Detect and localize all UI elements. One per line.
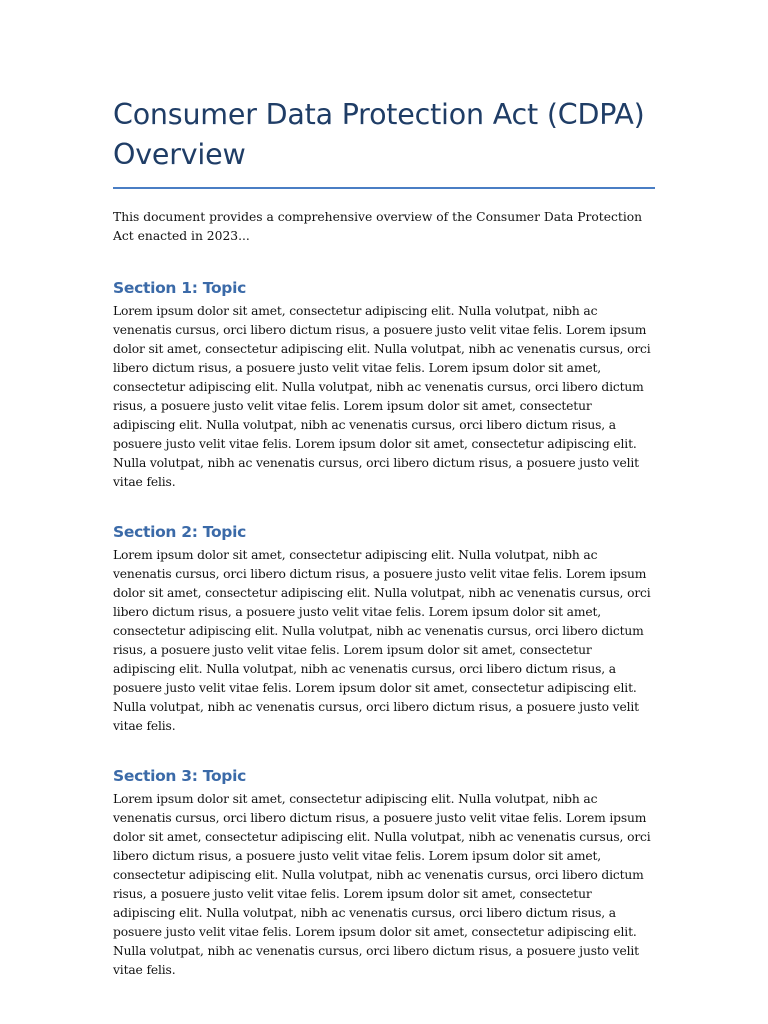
section-body: Lorem ipsum dolor sit amet, consectetur adipiscing elit. Nulla volutpat, nibh ac venenatis cursus, orci libero dictum risus, a posuere justo velit vitae felis. Lorem ipsum dolor sit amet, consectetur adipiscing elit. Nulla volutpat, nibh ac venenatis cursus, orci libero dictum risus, a posuere justo velit vitae felis. Lorem ipsum dolor sit amet, consectetur adipiscing elit. Nulla volutpat, nibh ac venenatis cursus, orci libero dictum risus, a posuere justo velit vitae felis. Lorem ipsum dolor sit amet, consectetur adipiscing elit. Nulla volutpat, nibh ac venenatis cursus, orci libero dictum risus, a posuere justo velit vitae felis. Lorem ipsum dolor sit amet, consectetur adipiscing elit. Nulla volutpat, nibh ac venenatis cursus, orci libero dictum risus, a posuere justo velit vitae felis. bbox=[113, 304, 651, 489]
section-body: Lorem ipsum dolor sit amet, consectetur adipiscing elit. Nulla volutpat, nibh ac venenatis cursus, orci libero dictum risus, a posuere justo velit vitae felis. Lorem ipsum dolor sit amet, consectetur adipiscing elit. Nulla volutpat, nibh ac venenatis cursus, orci libero dictum risus, a posuere justo velit vitae felis. Lorem ipsum dolor sit amet, consectetur adipiscing elit. Nulla volutpat, nibh ac venenatis cursus, orci libero dictum risus, a posuere justo velit vitae felis. Lorem ipsum dolor sit amet, consectetur adipiscing elit. Nulla volutpat, nibh ac venenatis cursus, orci libero dictum risus, a posuere justo velit vitae felis. Lorem ipsum dolor sit amet, consectetur adipiscing elit. Nulla volutpat, nibh ac venenatis cursus, orci libero dictum risus, a posuere justo velit vitae felis. bbox=[113, 792, 651, 977]
section-heading: Section 3: Topic bbox=[113, 767, 247, 785]
intro-paragraph: This document provides a comprehensive overview of the Consumer Data Protection Act enacted in 2023... bbox=[113, 210, 643, 243]
section-2 bbox=[113, 522, 655, 736]
document-page bbox=[113, 95, 655, 980]
section-body: Lorem ipsum dolor sit amet, consectetur adipiscing elit. Nulla volutpat, nibh ac venenatis cursus, orci libero dictum risus, a posuere justo velit vitae felis. Lorem ipsum dolor sit amet, consectetur adipiscing elit. Nulla volutpat, nibh ac venenatis cursus, orci libero dictum risus, a posuere justo velit vitae felis. Lorem ipsum dolor sit amet, consectetur adipiscing elit. Nulla volutpat, nibh ac venenatis cursus, orci libero dictum risus, a posuere justo velit vitae felis. Lorem ipsum dolor sit amet, consectetur adipiscing elit. Nulla volutpat, nibh ac venenatis cursus, orci libero dictum risus, a posuere justo velit vitae felis. Lorem ipsum dolor sit amet, consectetur adipiscing elit. Nulla volutpat, nibh ac venenatis cursus, orci libero dictum risus, a posuere justo velit vitae felis. bbox=[113, 548, 651, 733]
section-3 bbox=[113, 766, 655, 980]
document-title: Consumer Data Protection Act (CDPA) Overview bbox=[113, 98, 645, 171]
section-heading: Section 2: Topic bbox=[113, 523, 247, 541]
section-heading: Section 1: Topic bbox=[113, 279, 247, 297]
title-divider bbox=[113, 187, 655, 189]
section-1 bbox=[113, 278, 655, 492]
